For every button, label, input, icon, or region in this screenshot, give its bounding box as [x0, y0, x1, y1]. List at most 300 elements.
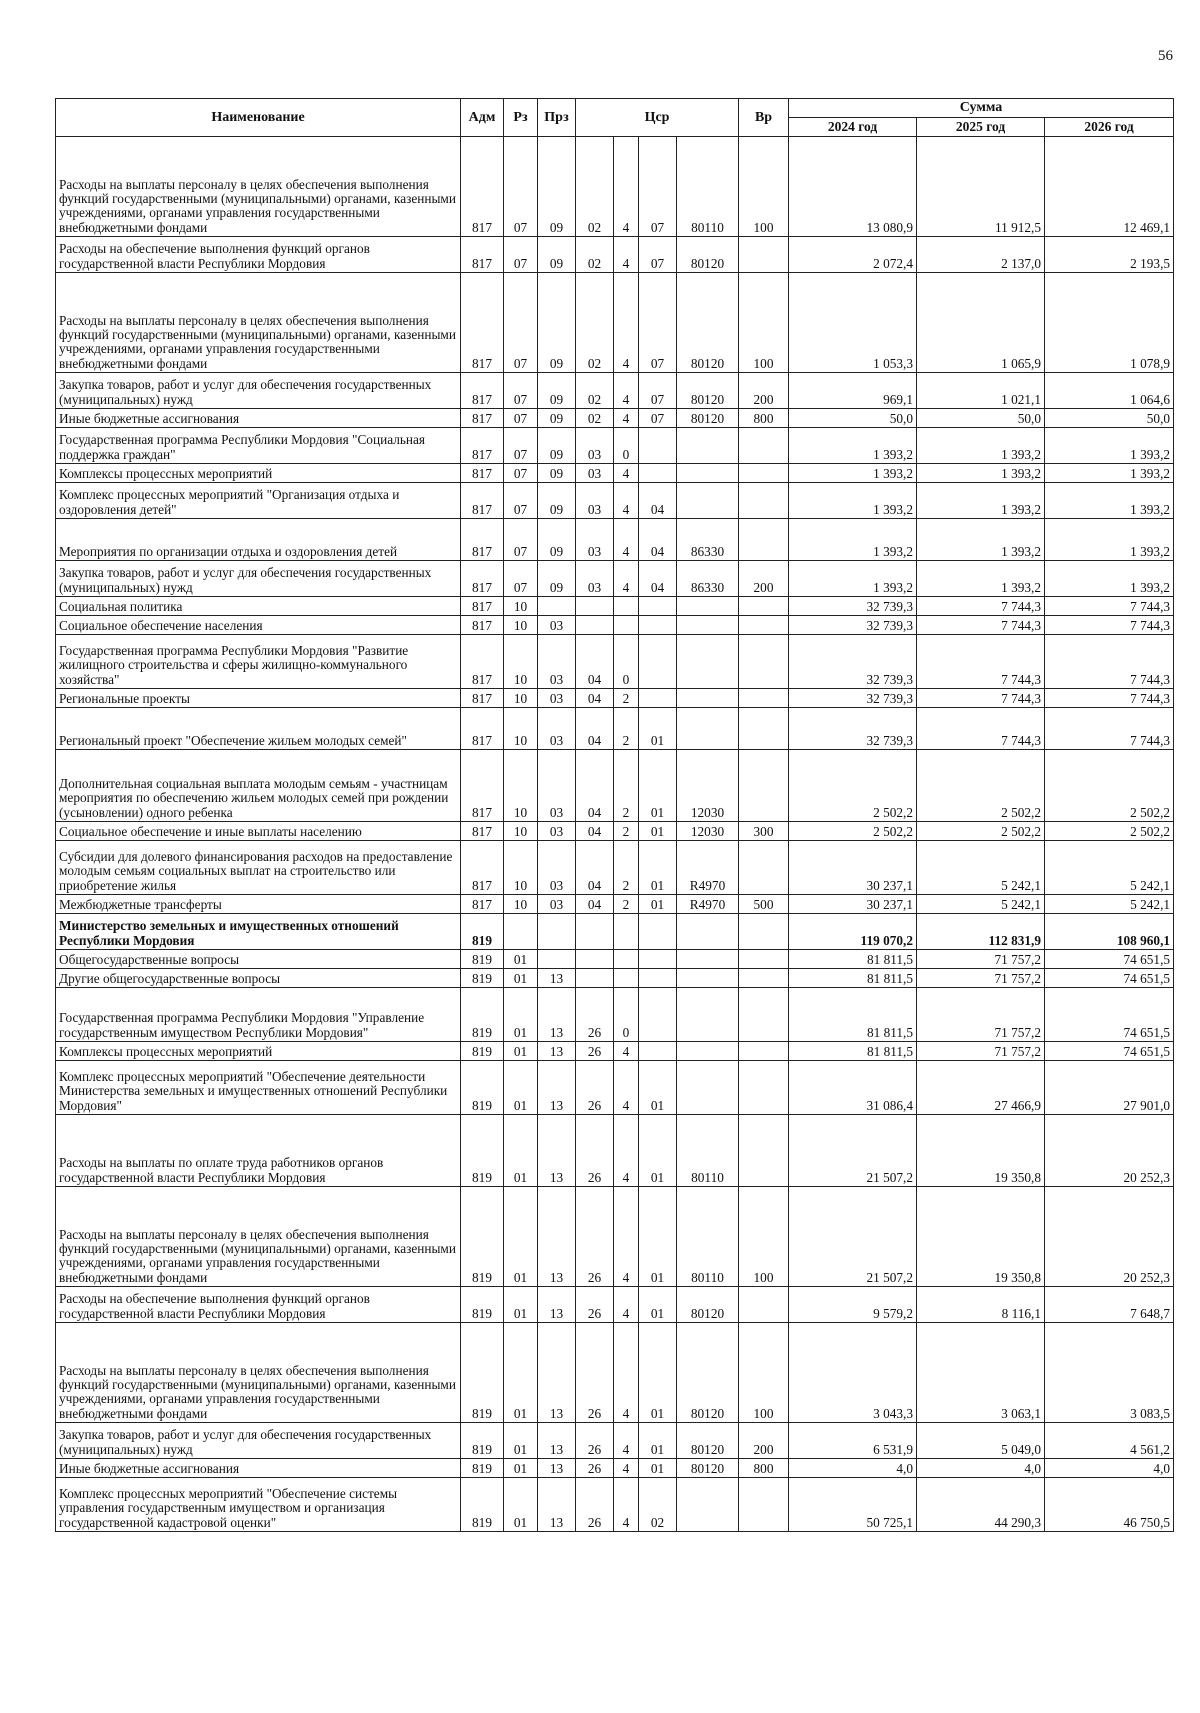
row-csr-item: [639, 635, 677, 689]
row-sum-2025: 1 021,1: [917, 373, 1045, 409]
table-row: [56, 822, 1174, 841]
row-prz: 09: [538, 409, 576, 428]
row-name: Расходы на выплаты персоналу в целях обеспечения выполнения функций государственными (муниципальными) органами, казенными учреждениями, органами управления государственными внебюджетными фондами: [56, 273, 461, 373]
row-sum-2024: 969,1: [789, 373, 917, 409]
row-csr-item: [639, 969, 677, 988]
table-row: [56, 428, 1174, 464]
row-vr: 200: [739, 1423, 789, 1459]
row-sum-2026: 7 744,3: [1045, 708, 1174, 750]
row-adm: 817: [461, 273, 504, 373]
row-sum-2025: 71 757,2: [917, 988, 1045, 1042]
table-row: [56, 841, 1174, 895]
row-sum-2025: 19 350,8: [917, 1187, 1045, 1287]
row-sum-2024: 81 811,5: [789, 969, 917, 988]
row-csr-type: 4: [614, 483, 639, 519]
row-csr-type: 4: [614, 373, 639, 409]
row-sum-2025: 11 912,5: [917, 137, 1045, 237]
row-csr-item: 01: [639, 708, 677, 750]
row-csr-program: 04: [576, 750, 614, 822]
row-adm: 819: [461, 988, 504, 1042]
row-vr: [739, 689, 789, 708]
row-csr-item: 07: [639, 273, 677, 373]
row-csr-type: 4: [614, 137, 639, 237]
table-row: [56, 561, 1174, 597]
row-csr-program: 04: [576, 635, 614, 689]
row-adm: 817: [461, 519, 504, 561]
row-adm: 817: [461, 689, 504, 708]
row-rz: 01: [504, 1042, 538, 1061]
row-sum-2026: 4,0: [1045, 1459, 1174, 1478]
row-sum-2026: 74 651,5: [1045, 969, 1174, 988]
row-sum-2024: 2 502,2: [789, 750, 917, 822]
row-name: Расходы на обеспечение выполнения функций органов государственной власти Республики Мордовия: [56, 237, 461, 273]
table-header: [56, 99, 1174, 137]
row-vr: [739, 1478, 789, 1532]
row-rz: 01: [504, 1323, 538, 1423]
row-sum-2025: 1 065,9: [917, 273, 1045, 373]
row-csr-program: [576, 597, 614, 616]
row-rz: 07: [504, 137, 538, 237]
row-name: Другие общегосударственные вопросы: [56, 969, 461, 988]
row-sum-2026: 1 393,2: [1045, 519, 1174, 561]
row-csr-item: 02: [639, 1478, 677, 1532]
row-adm: 817: [461, 750, 504, 822]
row-rz: 07: [504, 561, 538, 597]
row-prz: 03: [538, 750, 576, 822]
row-name: Расходы на выплаты по оплате труда работников органов государственной власти Республики Мордовия: [56, 1115, 461, 1187]
row-csr-program: 02: [576, 273, 614, 373]
row-csr-item: 01: [639, 895, 677, 914]
table-row: [56, 689, 1174, 708]
row-sum-2025: 44 290,3: [917, 1478, 1045, 1532]
row-csr-program: 02: [576, 373, 614, 409]
row-rz: 07: [504, 428, 538, 464]
row-csr-type: 4: [614, 1042, 639, 1061]
row-name: Социальная политика: [56, 597, 461, 616]
row-name: Комплекс процессных мероприятий "Организация отдыха и оздоровления детей": [56, 483, 461, 519]
row-csr-direction: R4970: [677, 841, 739, 895]
row-name: Комплекс процессных мероприятий "Обеспечение деятельности Министерства земельных и имущественных отношений Республики Мордовия": [56, 1061, 461, 1115]
row-name: Закупка товаров, работ и услуг для обеспечения государственных (муниципальных) нужд: [56, 1423, 461, 1459]
row-sum-2024: 21 507,2: [789, 1115, 917, 1187]
row-csr-direction: [677, 689, 739, 708]
row-csr-item: [639, 950, 677, 969]
row-csr-item: 07: [639, 137, 677, 237]
row-name: Государственная программа Республики Мордовия "Социальная поддержка граждан": [56, 428, 461, 464]
row-sum-2026: 108 960,1: [1045, 914, 1174, 950]
row-adm: 819: [461, 914, 504, 950]
row-vr: [739, 841, 789, 895]
row-prz: 09: [538, 373, 576, 409]
row-sum-2026: 1 393,2: [1045, 483, 1174, 519]
row-sum-2024: 6 531,9: [789, 1423, 917, 1459]
row-csr-program: 04: [576, 822, 614, 841]
row-csr-program: [576, 914, 614, 950]
row-csr-program: 26: [576, 1459, 614, 1478]
row-csr-type: [614, 914, 639, 950]
row-vr: 500: [739, 895, 789, 914]
row-csr-type: [614, 950, 639, 969]
row-csr-program: 04: [576, 708, 614, 750]
row-csr-type: [614, 597, 639, 616]
row-csr-type: 4: [614, 561, 639, 597]
row-name: Закупка товаров, работ и услуг для обеспечения государственных (муниципальных) нужд: [56, 561, 461, 597]
row-sum-2025: 71 757,2: [917, 950, 1045, 969]
row-rz: [504, 914, 538, 950]
row-sum-2026: 4 561,2: [1045, 1423, 1174, 1459]
row-name: Комплексы процессных мероприятий: [56, 1042, 461, 1061]
row-csr-direction: [677, 708, 739, 750]
row-rz: 01: [504, 1115, 538, 1187]
table-row: [56, 1478, 1174, 1532]
row-vr: [739, 237, 789, 273]
row-rz: 01: [504, 1478, 538, 1532]
row-sum-2025: 27 466,9: [917, 1061, 1045, 1115]
row-sum-2026: 2 502,2: [1045, 822, 1174, 841]
row-adm: 817: [461, 428, 504, 464]
row-sum-2024: 81 811,5: [789, 1042, 917, 1061]
row-name: Государственная программа Республики Мордовия "Развитие жилищного строительства и сферы жилищно-коммунального хозяйства": [56, 635, 461, 689]
row-vr: [739, 519, 789, 561]
row-csr-type: 4: [614, 1478, 639, 1532]
row-sum-2025: 1 393,2: [917, 519, 1045, 561]
row-vr: [739, 616, 789, 635]
row-csr-direction: 86330: [677, 519, 739, 561]
row-csr-program: 03: [576, 428, 614, 464]
row-name: Расходы на выплаты персоналу в целях обеспечения выполнения функций государственными (муниципальными) органами, казенными учреждениями, органами управления государственными внебюджетными фондами: [56, 137, 461, 237]
row-csr-direction: [677, 483, 739, 519]
row-csr-direction: 80110: [677, 137, 739, 237]
row-adm: 817: [461, 597, 504, 616]
row-csr-item: 07: [639, 237, 677, 273]
table-row: [56, 616, 1174, 635]
row-sum-2024: 81 811,5: [789, 950, 917, 969]
row-adm: 817: [461, 822, 504, 841]
row-prz: 13: [538, 1287, 576, 1323]
row-sum-2026: 7 648,7: [1045, 1287, 1174, 1323]
row-name: Межбюджетные трансферты: [56, 895, 461, 914]
row-prz: 13: [538, 988, 576, 1042]
row-prz: 09: [538, 273, 576, 373]
row-sum-2026: 1 064,6: [1045, 373, 1174, 409]
row-sum-2026: 12 469,1: [1045, 137, 1174, 237]
row-csr-program: 26: [576, 1478, 614, 1532]
row-csr-direction: 80120: [677, 409, 739, 428]
row-sum-2024: 3 043,3: [789, 1323, 917, 1423]
row-csr-program: [576, 950, 614, 969]
row-vr: [739, 750, 789, 822]
row-vr: [739, 914, 789, 950]
row-sum-2024: 2 502,2: [789, 822, 917, 841]
row-csr-type: 4: [614, 1115, 639, 1187]
row-sum-2025: 50,0: [917, 409, 1045, 428]
table-row: [56, 950, 1174, 969]
row-vr: 100: [739, 137, 789, 237]
row-csr-type: 2: [614, 708, 639, 750]
row-name: Расходы на обеспечение выполнения функций органов государственной власти Республики Мордовия: [56, 1287, 461, 1323]
row-csr-type: 4: [614, 1061, 639, 1115]
row-vr: [739, 950, 789, 969]
row-sum-2026: 7 744,3: [1045, 597, 1174, 616]
row-sum-2024: 4,0: [789, 1459, 917, 1478]
table-row: [56, 895, 1174, 914]
row-sum-2024: 2 072,4: [789, 237, 917, 273]
row-name: Мероприятия по организации отдыха и оздоровления детей: [56, 519, 461, 561]
row-vr: 100: [739, 1187, 789, 1287]
row-sum-2024: 1 393,2: [789, 519, 917, 561]
row-csr-item: 04: [639, 483, 677, 519]
row-sum-2024: 32 739,3: [789, 708, 917, 750]
row-sum-2024: 81 811,5: [789, 988, 917, 1042]
row-vr: 100: [739, 1323, 789, 1423]
row-csr-direction: 80120: [677, 1423, 739, 1459]
row-csr-type: 4: [614, 237, 639, 273]
row-sum-2025: 7 744,3: [917, 708, 1045, 750]
row-csr-item: 07: [639, 373, 677, 409]
row-csr-program: 03: [576, 483, 614, 519]
row-sum-2024: 32 739,3: [789, 689, 917, 708]
row-sum-2026: 5 242,1: [1045, 841, 1174, 895]
row-csr-item: 01: [639, 1115, 677, 1187]
row-csr-type: 4: [614, 273, 639, 373]
row-csr-direction: 80110: [677, 1187, 739, 1287]
row-rz: 01: [504, 1459, 538, 1478]
row-prz: 03: [538, 822, 576, 841]
row-rz: 07: [504, 464, 538, 483]
row-csr-direction: R4970: [677, 895, 739, 914]
row-sum-2026: 20 252,3: [1045, 1115, 1174, 1187]
row-csr-direction: [677, 1042, 739, 1061]
row-csr-type: 4: [614, 1459, 639, 1478]
table-row: [56, 1042, 1174, 1061]
row-sum-2025: 8 116,1: [917, 1287, 1045, 1323]
row-sum-2025: 1 393,2: [917, 464, 1045, 483]
row-csr-direction: 86330: [677, 561, 739, 597]
row-rz: 10: [504, 616, 538, 635]
row-prz: 13: [538, 1423, 576, 1459]
table-row: [56, 137, 1174, 237]
budget-table: [55, 98, 1174, 1532]
row-prz: 13: [538, 1478, 576, 1532]
row-rz: 07: [504, 237, 538, 273]
row-adm: 817: [461, 841, 504, 895]
table-row: [56, 750, 1174, 822]
row-csr-program: [576, 969, 614, 988]
row-sum-2024: 32 739,3: [789, 616, 917, 635]
row-sum-2026: 7 744,3: [1045, 616, 1174, 635]
row-prz: 09: [538, 561, 576, 597]
row-adm: 819: [461, 950, 504, 969]
row-adm: 819: [461, 1187, 504, 1287]
row-csr-item: [639, 689, 677, 708]
row-sum-2026: 7 744,3: [1045, 635, 1174, 689]
header-rz: Рз: [504, 99, 538, 137]
row-csr-direction: 12030: [677, 750, 739, 822]
row-adm: 817: [461, 373, 504, 409]
row-rz: 01: [504, 969, 538, 988]
row-prz: 13: [538, 1061, 576, 1115]
row-adm: 817: [461, 616, 504, 635]
row-name: Социальное обеспечение и иные выплаты населению: [56, 822, 461, 841]
row-sum-2025: 19 350,8: [917, 1115, 1045, 1187]
table-row: [56, 597, 1174, 616]
row-csr-item: [639, 428, 677, 464]
header-year-2026: 2026 год: [1045, 118, 1174, 137]
table-row: [56, 237, 1174, 273]
row-name: Расходы на выплаты персоналу в целях обеспечения выполнения функций государственными (муниципальными) органами, казенными учреждениями, органами управления государственными внебюджетными фондами: [56, 1187, 461, 1287]
row-csr-type: 0: [614, 988, 639, 1042]
row-csr-item: [639, 1042, 677, 1061]
row-csr-item: [639, 597, 677, 616]
row-vr: 800: [739, 1459, 789, 1478]
row-name: Расходы на выплаты персоналу в целях обеспечения выполнения функций государственными (муниципальными) органами, казенными учреждениями, органами управления государственными внебюджетными фондами: [56, 1323, 461, 1423]
row-sum-2026: 74 651,5: [1045, 988, 1174, 1042]
row-csr-type: [614, 969, 639, 988]
row-sum-2025: 7 744,3: [917, 689, 1045, 708]
row-sum-2026: 74 651,5: [1045, 950, 1174, 969]
table-row: [56, 708, 1174, 750]
row-vr: 200: [739, 561, 789, 597]
row-adm: 817: [461, 895, 504, 914]
row-sum-2024: 1 393,2: [789, 428, 917, 464]
table-row: [56, 635, 1174, 689]
row-sum-2025: 5 242,1: [917, 841, 1045, 895]
row-sum-2025: 4,0: [917, 1459, 1045, 1478]
row-rz: 01: [504, 950, 538, 969]
row-csr-type: 4: [614, 1423, 639, 1459]
row-rz: 01: [504, 1287, 538, 1323]
row-rz: 07: [504, 373, 538, 409]
row-adm: 819: [461, 1061, 504, 1115]
row-csr-direction: [677, 635, 739, 689]
row-name: Региональные проекты: [56, 689, 461, 708]
row-csr-item: [639, 988, 677, 1042]
row-csr-program: 26: [576, 1042, 614, 1061]
row-name: Иные бюджетные ассигнования: [56, 409, 461, 428]
row-name: Общегосударственные вопросы: [56, 950, 461, 969]
row-sum-2025: 7 744,3: [917, 597, 1045, 616]
row-vr: [739, 635, 789, 689]
row-rz: 10: [504, 895, 538, 914]
row-sum-2024: 1 393,2: [789, 483, 917, 519]
row-csr-direction: [677, 988, 739, 1042]
row-vr: [739, 483, 789, 519]
header-adm: Адм: [461, 99, 504, 137]
row-vr: 200: [739, 373, 789, 409]
row-csr-program: 03: [576, 464, 614, 483]
row-csr-direction: [677, 950, 739, 969]
row-sum-2026: 3 083,5: [1045, 1323, 1174, 1423]
header-vr: Вр: [739, 99, 789, 137]
row-csr-program: 02: [576, 237, 614, 273]
row-name: Закупка товаров, работ и услуг для обеспечения государственных (муниципальных) нужд: [56, 373, 461, 409]
row-sum-2024: 50 725,1: [789, 1478, 917, 1532]
table-row: [56, 1061, 1174, 1115]
row-adm: 819: [461, 1042, 504, 1061]
row-csr-program: 26: [576, 1423, 614, 1459]
row-csr-item: 01: [639, 1323, 677, 1423]
row-rz: 01: [504, 1423, 538, 1459]
row-adm: 819: [461, 1287, 504, 1323]
row-csr-program: [576, 616, 614, 635]
row-vr: 100: [739, 273, 789, 373]
row-sum-2024: 1 393,2: [789, 464, 917, 483]
row-csr-direction: [677, 616, 739, 635]
table-row: [56, 373, 1174, 409]
row-csr-type: 2: [614, 750, 639, 822]
row-csr-type: 2: [614, 895, 639, 914]
row-sum-2026: 2 502,2: [1045, 750, 1174, 822]
table-row: [56, 969, 1174, 988]
row-sum-2025: 5 049,0: [917, 1423, 1045, 1459]
row-prz: 09: [538, 428, 576, 464]
row-vr: [739, 597, 789, 616]
row-csr-direction: 80120: [677, 1323, 739, 1423]
row-sum-2025: 71 757,2: [917, 1042, 1045, 1061]
row-adm: 819: [461, 1478, 504, 1532]
row-csr-item: [639, 914, 677, 950]
row-name: Субсидии для долевого финансирования расходов на предоставление молодым семьям социальных выплат на строительство или приобретение жилья: [56, 841, 461, 895]
row-sum-2026: 2 193,5: [1045, 237, 1174, 273]
row-sum-2026: 7 744,3: [1045, 689, 1174, 708]
row-rz: 07: [504, 409, 538, 428]
row-prz: 13: [538, 1187, 576, 1287]
row-csr-item: 01: [639, 1459, 677, 1478]
row-rz: 10: [504, 689, 538, 708]
row-csr-program: 26: [576, 1115, 614, 1187]
row-rz: 01: [504, 1061, 538, 1115]
row-sum-2025: 1 393,2: [917, 561, 1045, 597]
row-csr-item: 01: [639, 750, 677, 822]
row-sum-2025: 7 744,3: [917, 616, 1045, 635]
table-row: [56, 1423, 1174, 1459]
row-vr: [739, 464, 789, 483]
row-csr-program: 04: [576, 689, 614, 708]
row-csr-direction: 80120: [677, 1287, 739, 1323]
row-csr-type: 2: [614, 822, 639, 841]
row-adm: 819: [461, 1459, 504, 1478]
row-sum-2024: 31 086,4: [789, 1061, 917, 1115]
row-prz: 03: [538, 895, 576, 914]
table-row: [56, 1187, 1174, 1287]
row-sum-2025: 7 744,3: [917, 635, 1045, 689]
row-csr-type: [614, 616, 639, 635]
row-vr: 800: [739, 409, 789, 428]
row-sum-2024: 1 053,3: [789, 273, 917, 373]
table-row: [56, 409, 1174, 428]
row-csr-item: 01: [639, 1187, 677, 1287]
row-csr-type: 2: [614, 689, 639, 708]
row-sum-2025: 3 063,1: [917, 1323, 1045, 1423]
row-prz: [538, 914, 576, 950]
row-rz: 07: [504, 483, 538, 519]
row-name: Иные бюджетные ассигнования: [56, 1459, 461, 1478]
header-name: Наименование: [56, 99, 461, 137]
row-csr-type: 4: [614, 1323, 639, 1423]
row-vr: [739, 969, 789, 988]
row-csr-direction: 12030: [677, 822, 739, 841]
row-csr-item: [639, 464, 677, 483]
row-csr-type: 4: [614, 519, 639, 561]
row-adm: 819: [461, 1423, 504, 1459]
table-row: [56, 1287, 1174, 1323]
table-row: [56, 1459, 1174, 1478]
header-sum: Сумма: [789, 99, 1174, 118]
row-sum-2024: 30 237,1: [789, 895, 917, 914]
table-row: [56, 1323, 1174, 1423]
row-adm: 817: [461, 464, 504, 483]
header-csr: Цср: [576, 99, 739, 137]
